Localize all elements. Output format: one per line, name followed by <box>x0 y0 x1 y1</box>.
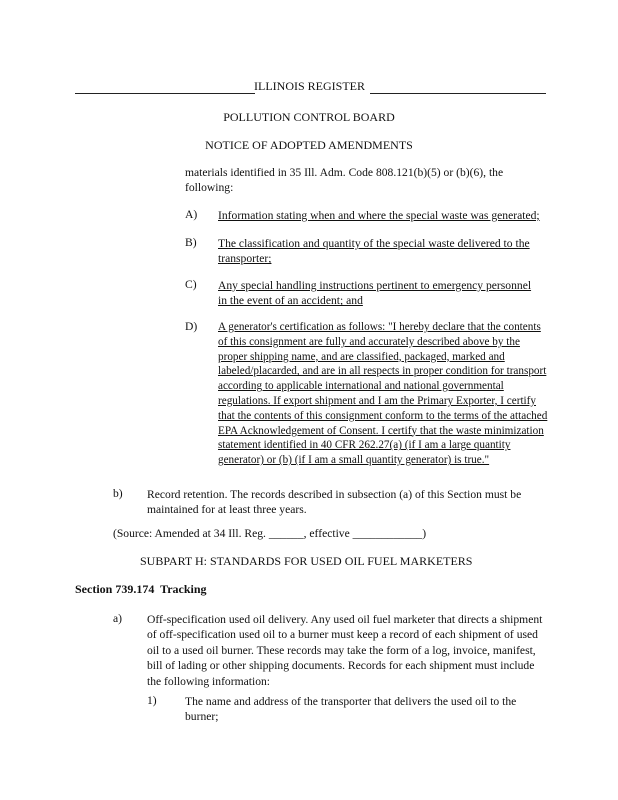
header-rule-right <box>370 93 546 94</box>
item-1-label: 1) <box>147 694 157 707</box>
item-c-label: C) <box>185 278 197 291</box>
item-1-text: The name and address of the transporter that delivers the used oil to the burner; <box>185 695 517 724</box>
register-title: ILLINOIS REGISTER <box>254 79 365 93</box>
item-b-label: B) <box>185 236 197 249</box>
item-a-label: A) <box>185 208 198 221</box>
section-heading: Section 739.174 Tracking <box>75 582 207 596</box>
header-rule-left <box>75 93 255 94</box>
subsection-a-label: a) <box>113 612 123 625</box>
item-a-text: Information stating when and where the special waste was generated; <box>218 209 540 222</box>
subsection-b-label: b) <box>113 487 123 500</box>
notice-title: NOTICE OF ADOPTED AMENDMENTS <box>205 138 413 152</box>
board-title: POLLUTION CONTROL BOARD <box>223 110 395 124</box>
subsection-b-text: Record retention. The records described in subsection (a) of this Section must be maintained for at least three years. <box>147 488 522 517</box>
item-b-text: The classification and quantity of the special waste delivered to the transporter; <box>218 237 530 266</box>
source-note: (Source: Amended at 34 Ill. Reg. ______, effective ____________) <box>113 527 427 540</box>
item-d-label: D) <box>185 320 198 333</box>
subpart-heading: SUBPART H: STANDARDS FOR USED OIL FUEL MARKETERS <box>140 554 473 568</box>
subsection-a-text: Off-specification used oil delivery. Any used oil fuel marketer that directs a shipment of off-specification used oil to a burner must keep a record of each shipment of used oil to a used oil burner. These records may take the form of a log, invoice, manifest, bill of lading or other shipping documents. Records for each shipment must include the following information: <box>147 613 543 688</box>
item-d-text: A generator's certification as follows: "I hereby declare that the contents of this consignment are fully and accurately described above by the proper shipping name, and are classified, packaged, marked and labeled/placarded, and are in all respects in proper condition for transport according to applicable international and national governmental regulations. If export shipment and I am the Primary Exporter, I certify that the contents of this consignment conform to the terms of the attached EPA Acknowledgement of Consent. I certify that the waste minimization statement identified in 40 CFR 262.27(a) (if I am a large quantity generator) or (b) (if I am a small quantity generator) is true." <box>218 321 548 467</box>
item-c-text: Any special handling instructions pertinent to emergency personnel in the event of an accident; and <box>218 279 532 308</box>
continuation-text: materials identified in 35 Ill. Adm. Code 808.121(b)(5) or (b)(6), the following: <box>185 166 504 195</box>
